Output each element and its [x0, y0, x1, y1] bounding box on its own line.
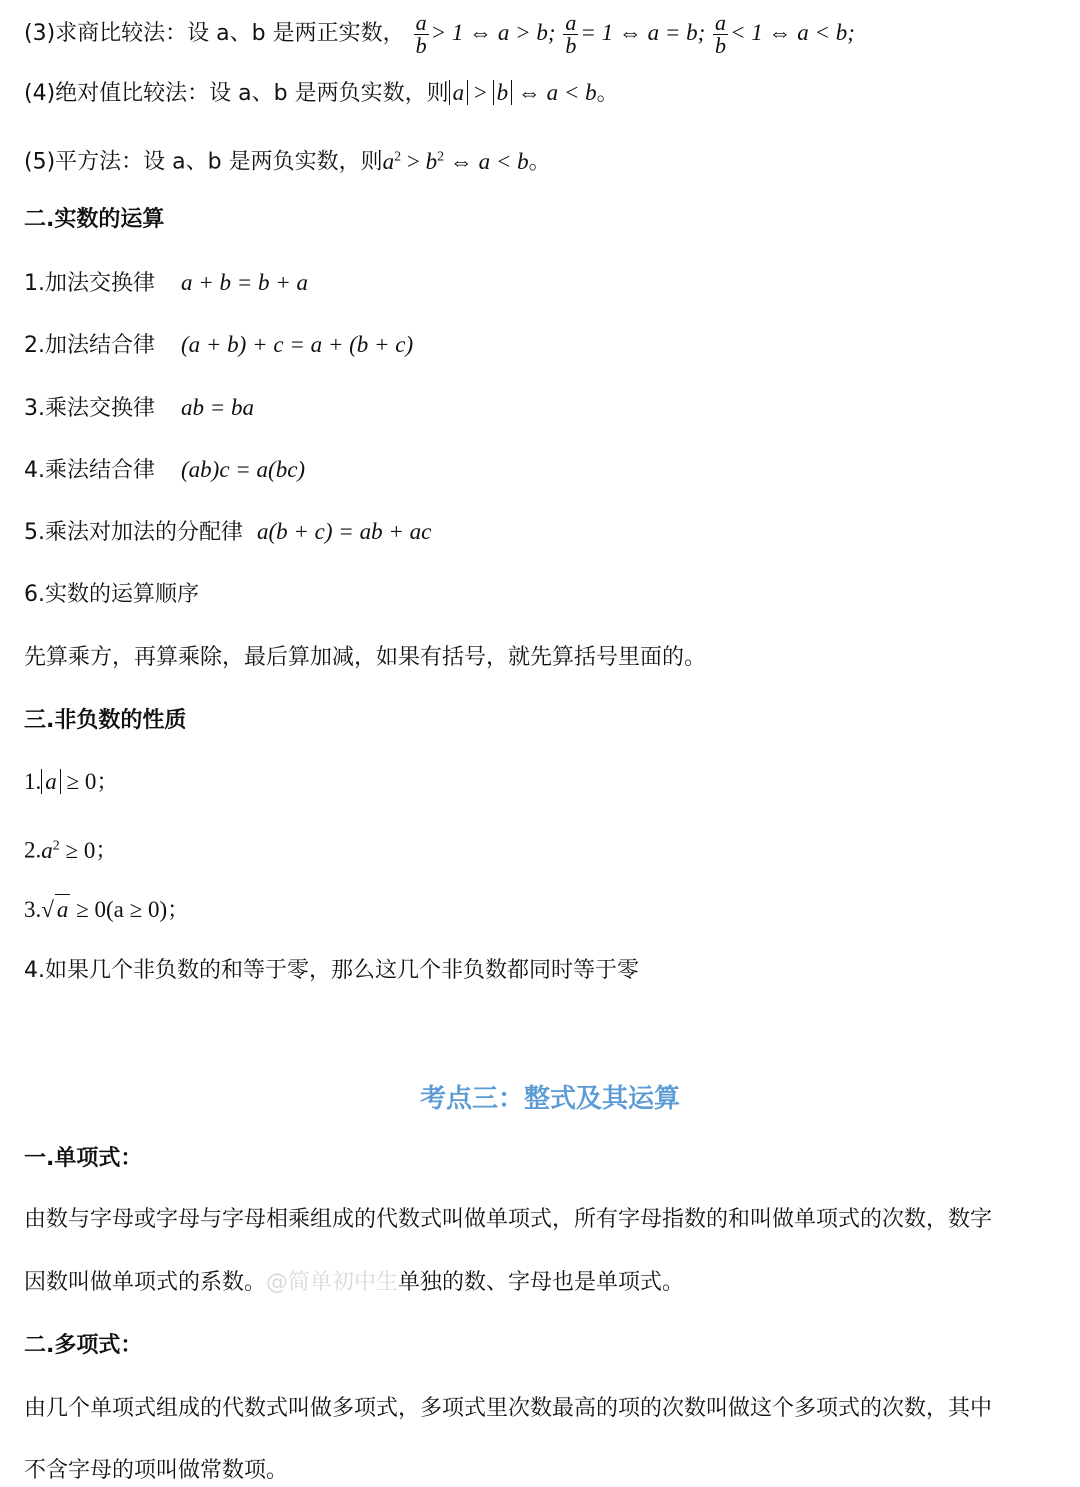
- nonnegative-property-4: 4.如果几个非负数的和等于零，那么这几个非负数都同时等于零: [24, 958, 639, 983]
- law-item: [24, 393, 254, 424]
- polynomial-definition-line2: 不含字母的项叫做常数项。: [24, 1458, 289, 1483]
- law-label: 2.加法结合律: [24, 333, 155, 358]
- law-formula: a + b = b + a: [181, 270, 309, 295]
- section-heading-nonnegative: 三.非负数的性质: [24, 708, 187, 733]
- operation-order-label: 6.实数的运算顺序: [24, 582, 199, 607]
- polynomial-heading: 二.多项式：: [24, 1333, 143, 1358]
- absolute-method-line: [24, 78, 619, 109]
- law-label: 4.乘法结合律: [24, 458, 155, 483]
- monomial-definition-line2: 因数叫做单项式的系数。@简单初中生单独的数、字母也是单项式。: [24, 1270, 685, 1295]
- sentence-end: 。: [596, 81, 619, 106]
- section-heading-operations: 二.实数的运算: [24, 207, 165, 232]
- topic-title: 考点三：整式及其运算: [419, 1084, 680, 1114]
- nonnegative-property-1: 1. a ≥ 0；: [24, 769, 119, 795]
- law-label: 5.乘法对加法的分配律: [24, 520, 243, 545]
- fraction-a-over-b: $\frac{a}{b}$: [565, 10, 577, 58]
- square-method-formula: $a^2 > b^2$ ⇔ a < b: [382, 148, 529, 174]
- absolute-method-formula: a > b ⇔ a < b: [449, 80, 597, 105]
- nonnegative-property-3: 3.√ a ≥ 0(a ≥ 0)；: [24, 894, 189, 926]
- absolute-method-label: (4)绝对值比较法：设 a、b 是两负实数，则: [24, 81, 449, 106]
- square-method-label: (5)平方法：设 a、b 是两负实数，则: [24, 149, 383, 175]
- law-formula: (ab)c = a(bc): [181, 457, 306, 482]
- law-label: 3.乘法交换律: [24, 396, 155, 421]
- operation-order-text: 先算乘方，再算乘除，最后算加减，如果有括号，就先算括号里面的。: [24, 645, 707, 670]
- law-item: [24, 268, 308, 299]
- sentence-end: 。: [528, 149, 551, 175]
- fraction-a-over-b: $\frac{a}{b}$: [415, 10, 427, 58]
- fraction-a-over-b: $\frac{a}{b}$: [715, 10, 727, 58]
- quotient-method-line: [24, 12, 855, 57]
- polynomial-definition-line1: 由几个单项式组成的代数式叫做多项式，多项式里次数最高的项的次数叫做这个多项式的次数，其中: [24, 1396, 993, 1421]
- watermark: @简单初中生: [266, 1270, 399, 1295]
- law-formula: (a + b) + c = a + (b + c): [181, 332, 414, 357]
- monomial-definition-line1: 由数与字母或字母与字母相乘组成的代数式叫做单项式，所有字母指数的和叫做单项式的次数，数字: [24, 1207, 993, 1232]
- nonnegative-property-2: $2.a^2 \ge 0$；: [24, 837, 118, 864]
- law-item: [24, 455, 305, 486]
- law-formula: ab = ba: [181, 395, 255, 420]
- law-label: 1.加法交换律: [24, 271, 155, 296]
- quotient-method-label: (3)求商比较法：设 a、b 是两正实数，: [24, 20, 405, 46]
- quotient-method-formula: $\frac{a}{b}$ > 1 ⇔ a > b; $\frac{a}{b}$ = 1 ⇔ a = b; $\frac{a}{b}$ < 1 ⇔ a < b;: [415, 10, 855, 58]
- law-item: [24, 330, 413, 361]
- law-formula: a(b + c) = ab + ac: [257, 519, 432, 544]
- square-method-line: [24, 142, 551, 178]
- monomial-heading: 一.单项式：: [24, 1146, 143, 1171]
- law-item: [24, 517, 431, 548]
